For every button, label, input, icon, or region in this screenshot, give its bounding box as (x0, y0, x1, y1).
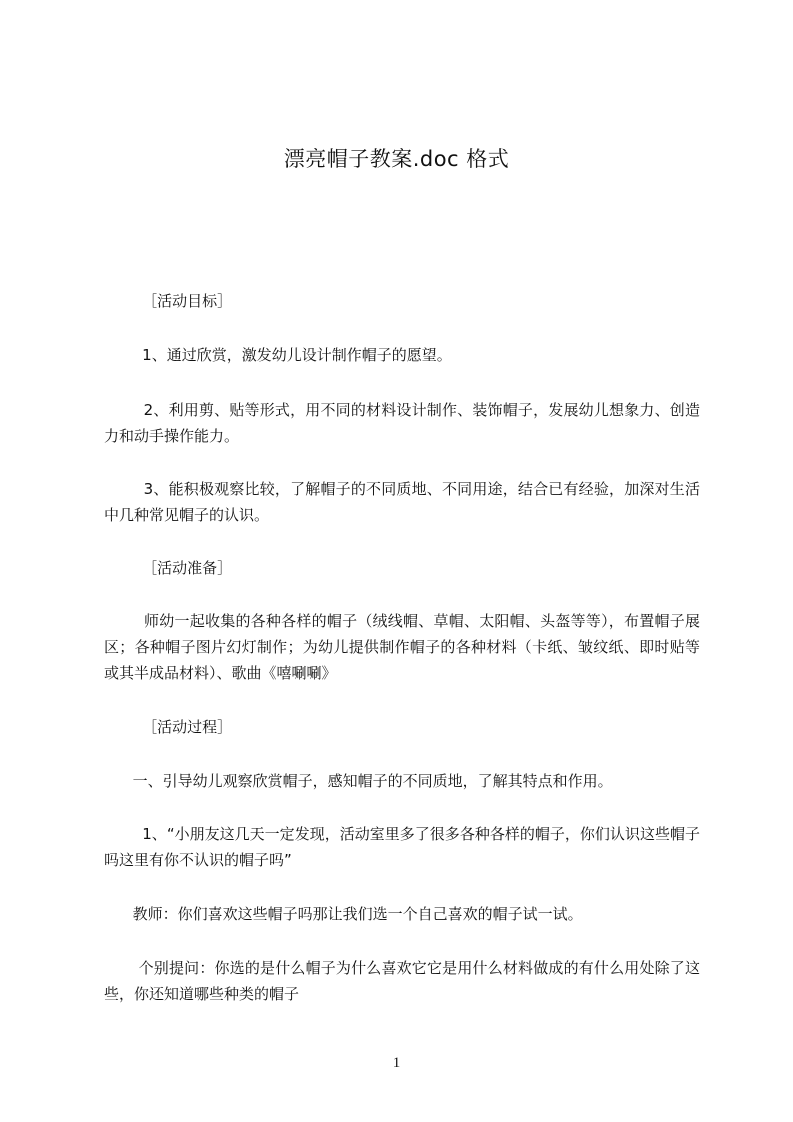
paragraph-process-quote: 1、“小朋友这几天一定发现，活动室里多了很多各种各样的帽子，你们认识这些帽子吗这里有你不认识的帽子吗” (104, 825, 700, 869)
section-heading-goals: ［活动目标］ (104, 292, 233, 310)
paragraph-goal-2: 2、利用剪、贴等形式，用不同的材料设计制作、装饰帽子，发展幼儿想象力、创造力和动手操作能力。 (104, 401, 700, 445)
paragraph-preparation: 师幼一起收集的各种各样的帽子（绒线帽、草帽、太阳帽、头盔等等），布置帽子展区；各种帽子图片幻灯制作；为幼儿提供制作帽子的各种材料（卡纸、皱纹纸、即时贴等或其半成品材料）、歌曲《嘻唰唰》 (104, 612, 700, 682)
paragraph-teacher: 教师：你们喜欢这些帽子吗那让我们选一个自己喜欢的帽子试一试。 (104, 905, 583, 923)
paragraph-goal-1: 1、通过欣赏，激发幼儿设计制作帽子的愿望。 (104, 346, 452, 364)
section-heading-preparation: ［活动准备］ (104, 559, 233, 577)
document-title: 漂亮帽子教案.doc 格式 (283, 147, 510, 171)
paragraph-individual-question: 个别提问：你选的是什么帽子为什么喜欢它它是用什么材料做成的有什么用处除了这些，你还知道哪些种类的帽子 (104, 959, 700, 1003)
paragraph-goal-3: 3、能积极观察比较，了解帽子的不同质地、不同用途，结合已有经验，加深对生活中几种常见帽子的认识。 (104, 480, 700, 524)
paragraph-process-1: 一、引导幼儿观察欣赏帽子，感知帽子的不同质地，了解其特点和作用。 (104, 772, 613, 790)
page-number: 1 (392, 1055, 401, 1071)
section-heading-process: ［活动过程］ (104, 718, 233, 736)
